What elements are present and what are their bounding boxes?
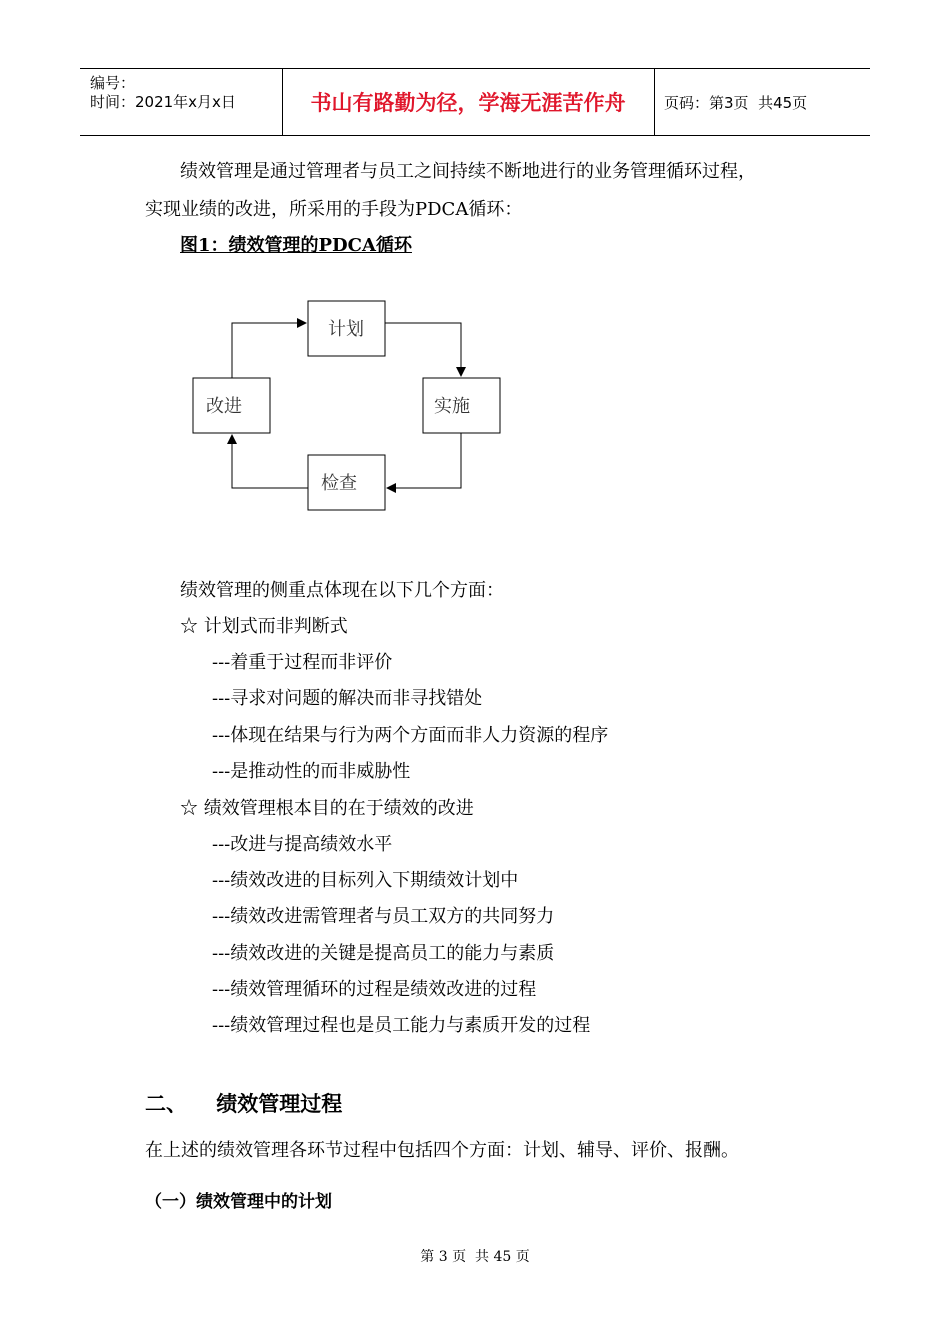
- focus-intro: 绩效管理的侧重点体现在以下几个方面：: [180, 580, 504, 601]
- page-header: [80, 68, 870, 136]
- point-2-item: ---绩效改进的关键是提高员工的能力与素质: [212, 943, 555, 964]
- section-2-body: 在上述的绩效管理各环节过程中包括四个方面：计划、辅导、评价、报酬。: [145, 1140, 739, 1161]
- point-1-item: ---寻求对问题的解决而非寻找错处: [212, 688, 483, 709]
- point-2-item: ---绩效管理过程也是员工能力与素质开发的过程: [212, 1015, 591, 1036]
- check-label: 检查: [321, 473, 357, 494]
- section-2-heading: 二、 绩效管理过程: [145, 1092, 343, 1116]
- arrow-plan-to-do: [385, 323, 461, 376]
- do-label: 实施: [434, 396, 470, 417]
- pdca-cycle-diagram: [180, 290, 510, 520]
- point-title-1: ☆ 计划式而非判断式: [180, 616, 348, 637]
- header-number-label: 编号：: [90, 74, 136, 92]
- subsection-1-heading: （一）绩效管理中的计划: [145, 1192, 332, 1212]
- header-motto: 书山有路勤为径，学海无涯苦作舟: [282, 69, 655, 135]
- page-footer: 第 3 页 共 45 页: [420, 1249, 530, 1265]
- point-2-item: ---绩效管理循环的过程是绩效改进的过程: [212, 979, 537, 1000]
- act-label: 改进: [206, 396, 242, 417]
- arrow-do-to-check: [387, 433, 461, 488]
- point-1-item: ---体现在结果与行为两个方面而非人力资源的程序: [212, 725, 609, 746]
- point-2-item: ---绩效改进的目标列入下期绩效计划中: [212, 870, 519, 891]
- figure-caption: 图1：绩效管理的PDCA循环: [180, 235, 412, 256]
- header-page-info: 页码：第3页 共45页: [664, 93, 808, 112]
- point-1-item: ---着重于过程而非评价: [212, 652, 393, 673]
- arrow-act-to-plan: [232, 323, 306, 378]
- point-title-2: ☆ 绩效管理根本目的在于绩效的改进: [180, 798, 474, 819]
- point-2-item: ---绩效改进需管理者与员工双方的共同努力: [212, 906, 555, 927]
- header-time-label: 时间：2021年x月x日: [90, 93, 236, 111]
- intro-line-2: 实现业绩的改进，所采用的手段为PDCA循环：: [145, 199, 523, 220]
- intro-line-1: 绩效管理是通过管理者与员工之间持续不断地进行的业务管理循环过程，: [180, 161, 756, 182]
- plan-label: 计划: [328, 319, 364, 340]
- arrow-check-to-act: [232, 435, 308, 488]
- point-2-item: ---改进与提高绩效水平: [212, 834, 393, 855]
- header-meta-cell: [80, 69, 283, 135]
- point-1-item: ---是推动性的而非威胁性: [212, 761, 411, 782]
